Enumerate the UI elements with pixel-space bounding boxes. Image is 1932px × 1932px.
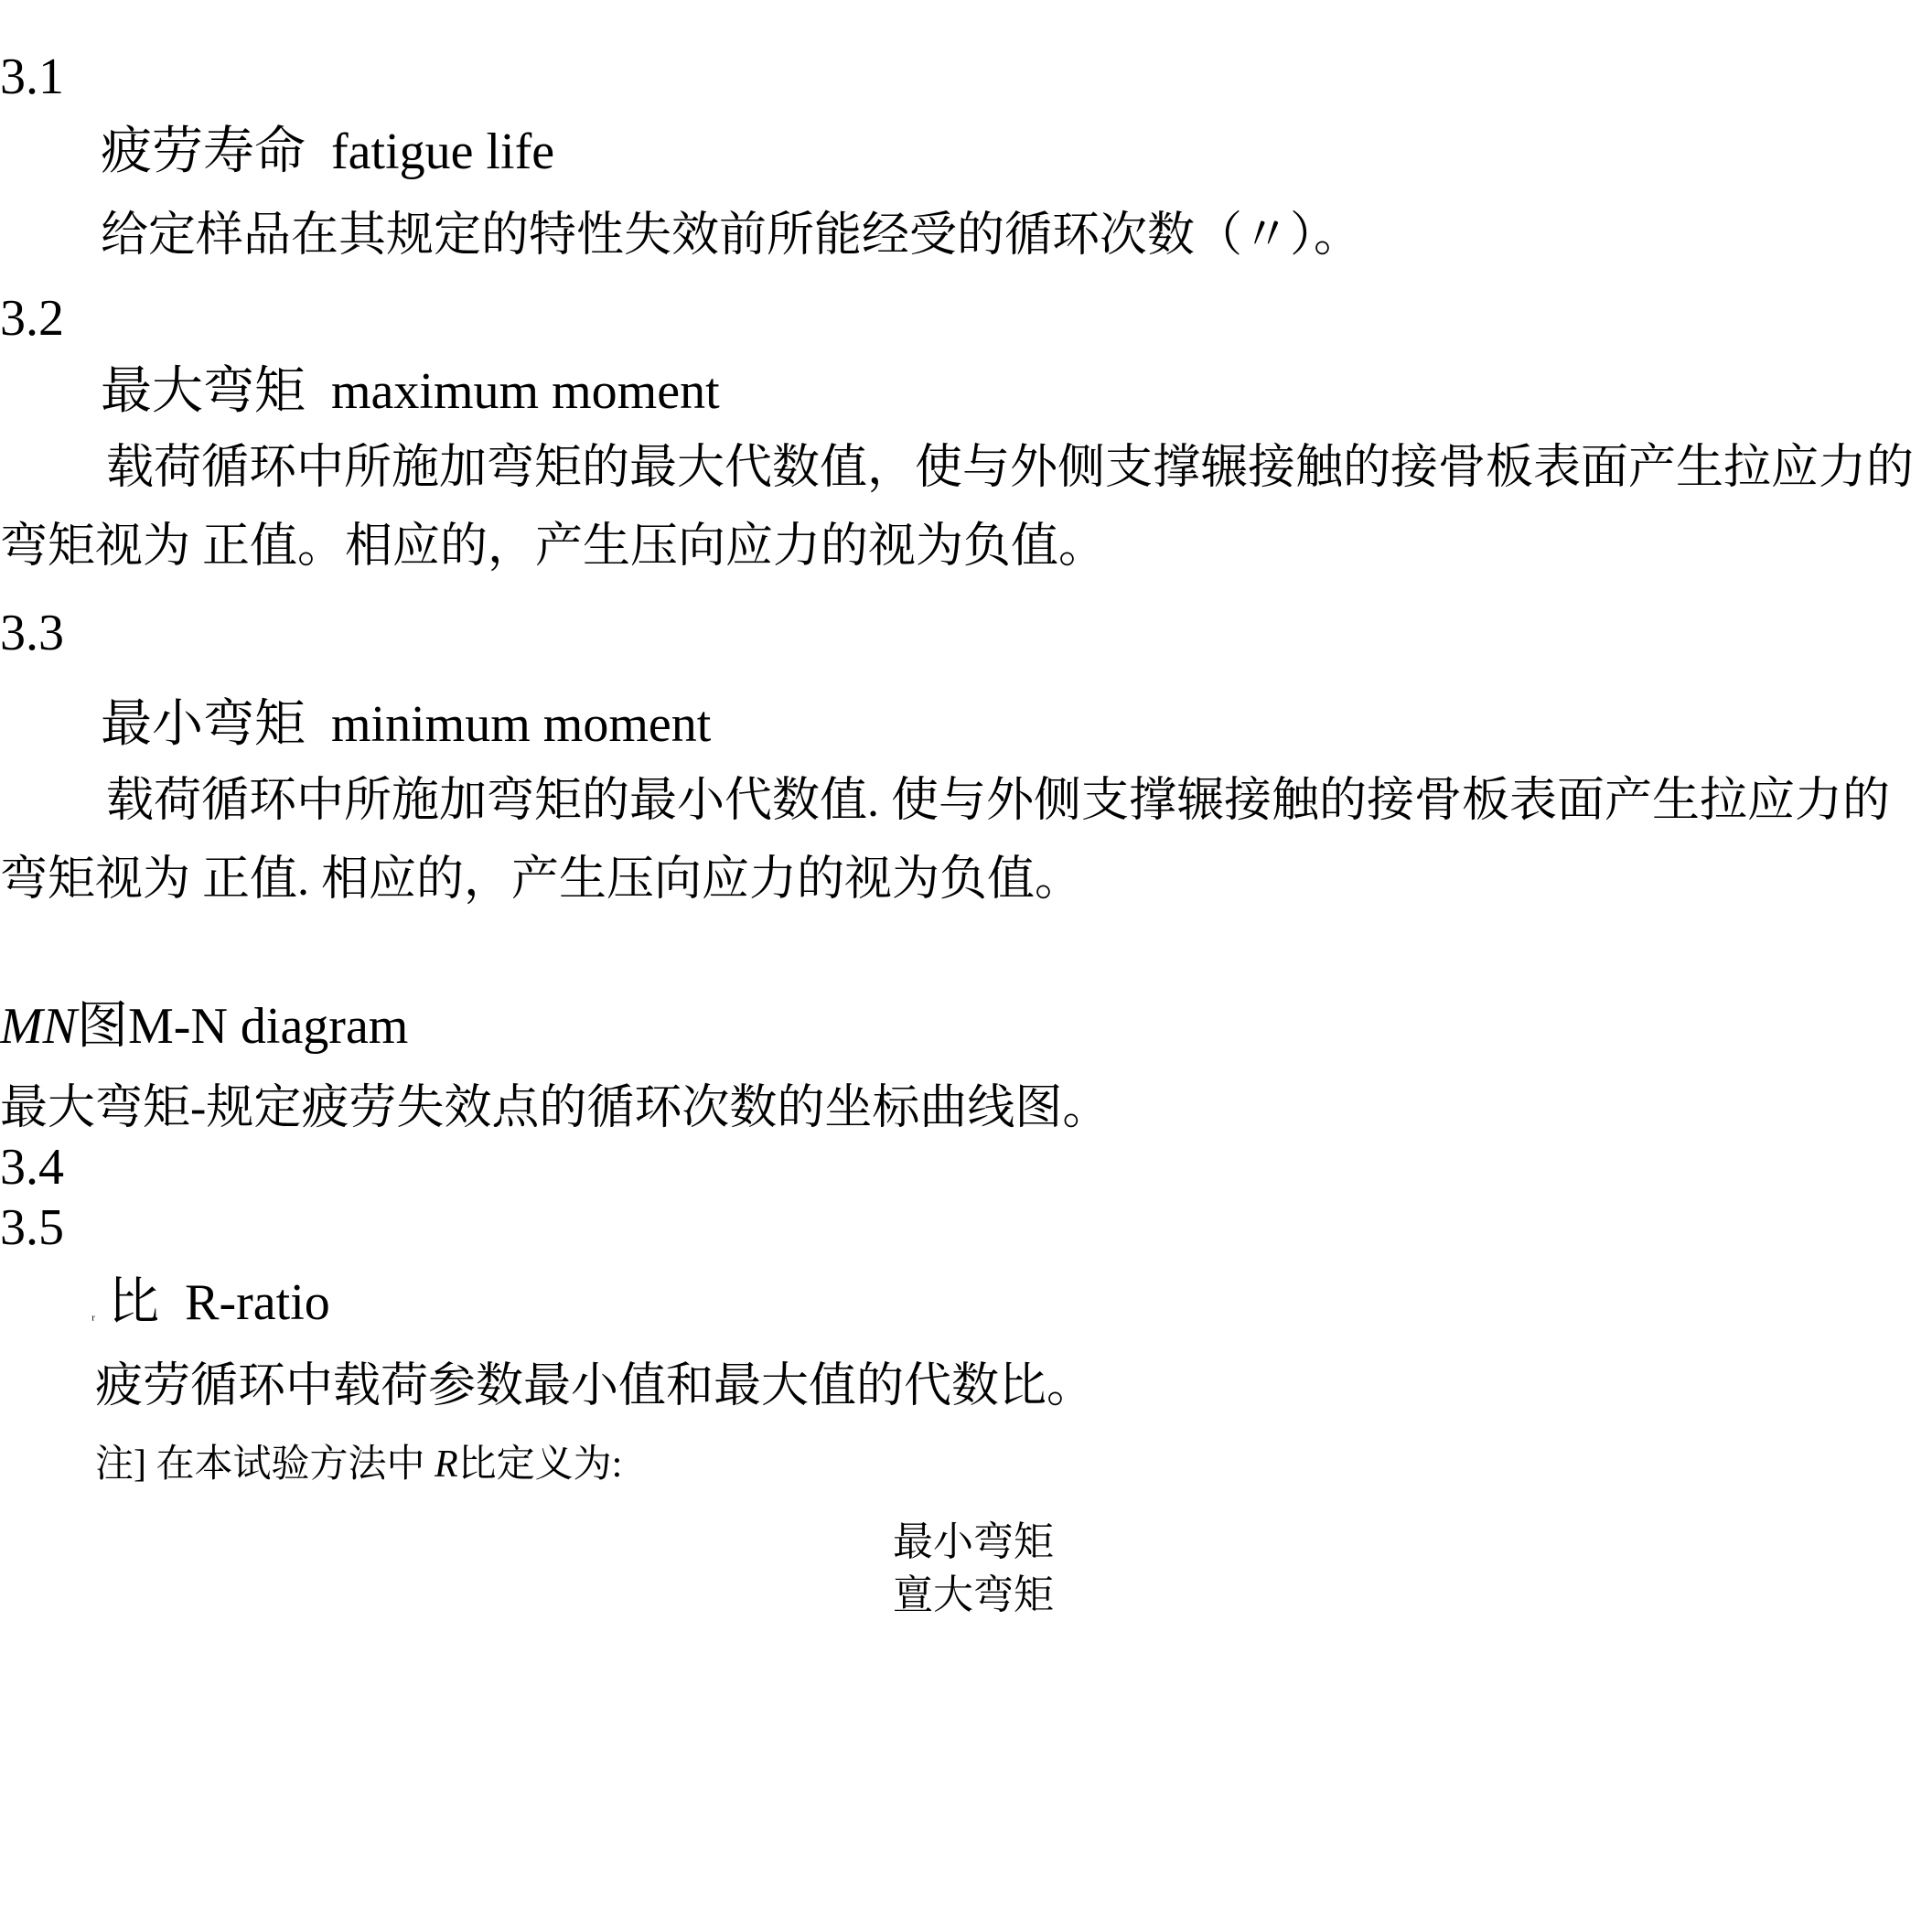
fraction-denominator: 亶大弯矩 (893, 1572, 1054, 1617)
fraction-numerator: 最小弯矩 (893, 1519, 1054, 1564)
definition-3-2-line1: 载荷循环中所施加弯矩的最大代数值，使与外侧支撑辗接触的接骨板表面产生拉应力的 (106, 442, 1915, 494)
stray-mark: ᵣ (91, 1304, 96, 1323)
term-zh: 最小弯矩 (101, 696, 306, 753)
term-en: maximum moment (331, 363, 720, 420)
mn-diagram-definition: 最大弯矩-规定疲劳失效点的循环次数的坐标曲线图。 (0, 1082, 1111, 1134)
mn-diagram-heading (0, 998, 409, 1055)
term-heading-3-3 (101, 696, 712, 753)
term-heading-3-2 (101, 363, 720, 420)
section-number-3-3: 3.3 (0, 605, 64, 661)
section-number-3-5: 3.5 (0, 1199, 64, 1256)
term-en: R-ratio (185, 1274, 330, 1331)
term-zh: 最大弯矩 (101, 363, 306, 420)
term-zh: 比 (108, 1274, 160, 1331)
mn-prefix-zh: 图 (77, 998, 128, 1055)
note-prefix: 注] 在本试验方法中 (95, 1444, 435, 1486)
mn-italic-prefix: MN (0, 998, 77, 1055)
definition-3-1: 给定样品在其规定的特性失效前所能经受的循环次数（〃）。 (101, 209, 1362, 262)
r-ratio-note (95, 1445, 622, 1484)
term-zh: 疲劳寿命 (101, 123, 306, 180)
section-number-3-4: 3.4 (0, 1139, 64, 1196)
definition-3-3-line2: 弯矩视为 正值. 相应的，产生压向应力的视为负值。 (0, 853, 1083, 906)
term-en: fatigue life (331, 123, 555, 180)
term-heading-3-5 (91, 1274, 330, 1331)
definition-3-5: 疲劳循环中载荷参数最小值和最大值的代数比。 (95, 1360, 1095, 1412)
note-r-italic: R (435, 1444, 458, 1486)
definition-3-2-line2: 弯矩视为 正值。相应的，产生压向应力的视为负值。 (0, 521, 1107, 573)
section-number-3-2: 3.2 (0, 290, 64, 347)
term-en: minimum moment (331, 696, 712, 753)
note-suffix: 比定义为: (457, 1444, 623, 1486)
term-heading-3-1 (101, 123, 555, 180)
mn-term-en: M-N diagram (128, 998, 409, 1055)
section-number-3-1: 3.1 (0, 48, 64, 105)
definition-3-3-line1: 载荷循环中所施加弯矩的最小代数值. 使与外侧支撑辗接触的接骨板表面产生拉应力的 (106, 775, 1891, 827)
